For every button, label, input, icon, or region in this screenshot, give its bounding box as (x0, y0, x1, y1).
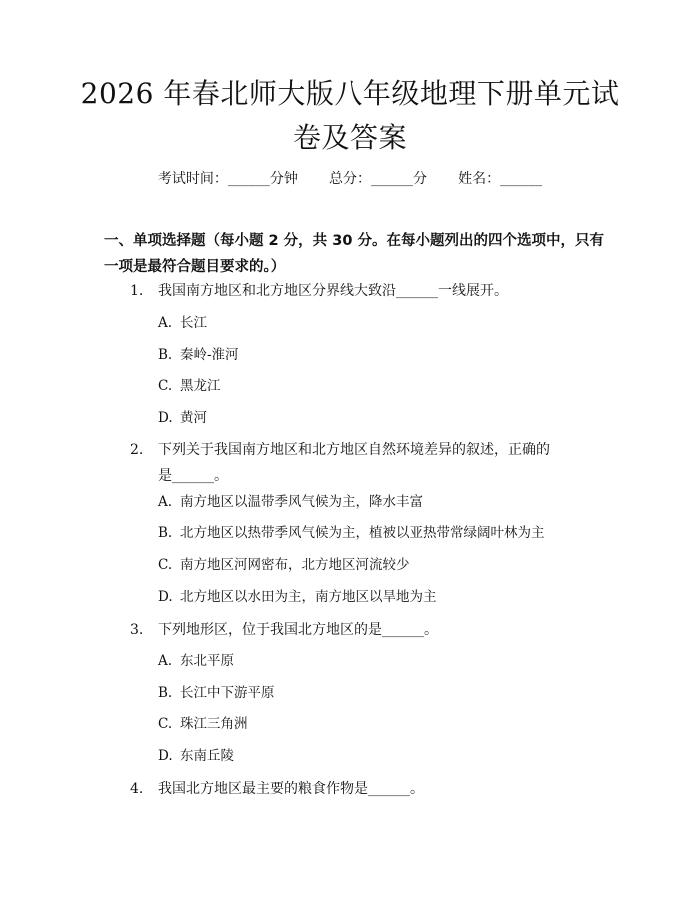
option-c: C. 黑龙江 (158, 378, 221, 394)
question-text: 我国北方地区最主要的粮食作物是______。 (158, 781, 424, 797)
option-b: B. 北方地区以热带季风气候为主，植被以亚热带常绿阔叶林为主 (158, 525, 545, 541)
option-b: B. 长江中下游平原 (158, 685, 275, 701)
exam-meta (0, 168, 700, 188)
option-d: D. 北方地区以水田为主，南方地区以旱地为主 (158, 589, 437, 605)
option-b: B. 秦岭-淮河 (158, 347, 239, 363)
question-number: 4. (130, 781, 144, 797)
option-a: A. 长江 (158, 315, 207, 331)
section-heading: 一、单项选择题（每小题 2 分，共 30 分。在每小题列出的四个选项中，只有一项是最符合题目要求的。） (104, 233, 604, 275)
question-text: 我国南方地区和北方地区分界线大致沿______一线展开。 (158, 283, 508, 299)
option-c: C. 南方地区河网密布，北方地区河流较少 (158, 557, 410, 573)
time-field: 考试时间：______分钟 (157, 171, 298, 187)
name-field: 姓名：______ (458, 171, 543, 187)
question-number: 2. (130, 442, 144, 458)
question-number: 3. (130, 622, 144, 638)
score-field: 总分：______分 (329, 171, 427, 187)
question-text: 下列关于我国南方地区和北方地区自然环境差异的叙述，正确的是______。 (158, 442, 550, 484)
option-d: D. 黄河 (158, 410, 207, 426)
option-c: C. 珠江三角洲 (158, 716, 248, 732)
question-number: 1. (130, 283, 144, 299)
page-title: 2026 年春北师大版八年级地理下册单元试卷及答案 (80, 77, 620, 154)
option-a: A. 东北平原 (158, 653, 234, 669)
option-a: A. 南方地区以温带季风气候为主，降水丰富 (158, 494, 423, 510)
option-d: D. 东南丘陵 (158, 748, 234, 764)
question-text: 下列地形区，位于我国北方地区的是______。 (158, 622, 438, 638)
